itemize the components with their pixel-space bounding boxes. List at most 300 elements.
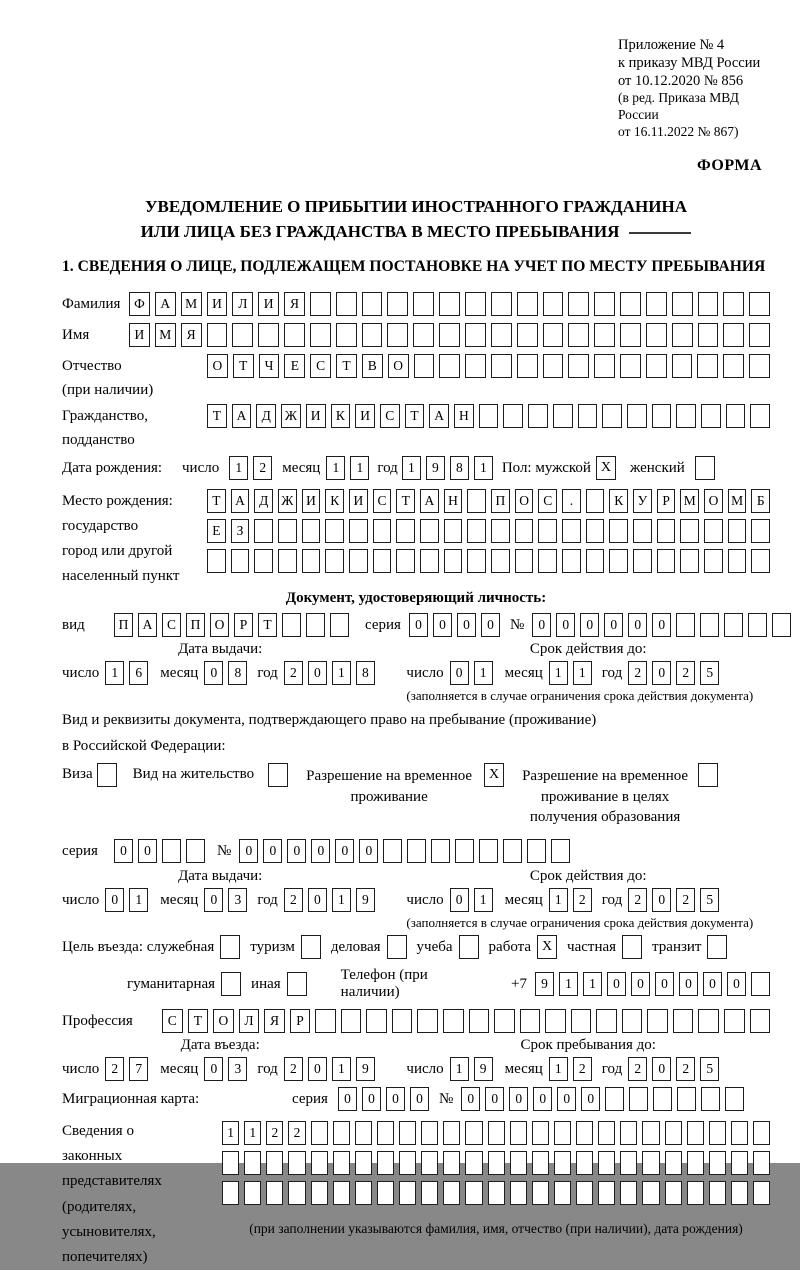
char-box[interactable]: 0 — [628, 613, 647, 637]
char-box[interactable] — [578, 404, 598, 428]
char-box[interactable] — [244, 1151, 261, 1175]
char-box[interactable] — [750, 404, 770, 428]
char-box[interactable]: Л — [239, 1009, 260, 1033]
char-box[interactable] — [254, 519, 273, 543]
char-box[interactable] — [576, 1151, 593, 1175]
char-box[interactable] — [399, 1151, 416, 1175]
char-box[interactable] — [254, 549, 273, 573]
char-box[interactable]: 0 — [652, 661, 671, 685]
char-box[interactable]: 2 — [676, 1057, 695, 1081]
char-box[interactable] — [753, 1181, 770, 1205]
char-box[interactable]: 1 — [105, 661, 124, 685]
char-box[interactable] — [465, 1121, 482, 1145]
char-box[interactable] — [676, 613, 695, 637]
char-box[interactable] — [594, 354, 615, 378]
name-input[interactable] — [129, 323, 770, 347]
char-box[interactable] — [325, 519, 344, 543]
char-box[interactable]: 2 — [284, 1057, 303, 1081]
doc-issue-month-input[interactable] — [204, 661, 247, 685]
char-box[interactable] — [709, 1151, 726, 1175]
char-box[interactable] — [377, 1181, 394, 1205]
char-box[interactable] — [751, 549, 770, 573]
char-box[interactable] — [672, 292, 693, 316]
char-box[interactable] — [207, 549, 226, 573]
char-box[interactable]: А — [429, 404, 449, 428]
char-box[interactable]: 2 — [253, 456, 272, 480]
char-box[interactable] — [728, 519, 747, 543]
char-box[interactable] — [362, 323, 383, 347]
char-box[interactable] — [543, 354, 564, 378]
char-box[interactable] — [336, 292, 357, 316]
char-box[interactable] — [439, 354, 460, 378]
char-box[interactable] — [336, 323, 357, 347]
char-box[interactable]: О — [515, 489, 534, 513]
char-box[interactable] — [494, 1009, 515, 1033]
char-box[interactable] — [642, 1181, 659, 1205]
char-box[interactable] — [750, 1009, 771, 1033]
char-box[interactable] — [288, 1151, 305, 1175]
purpose-transit-checkbox[interactable] — [707, 935, 727, 959]
char-box[interactable]: 8 — [450, 456, 469, 480]
char-box[interactable] — [383, 839, 402, 863]
char-box[interactable] — [731, 1151, 748, 1175]
char-box[interactable]: 0 — [556, 613, 575, 637]
char-box[interactable] — [698, 1009, 719, 1033]
char-box[interactable] — [491, 292, 512, 316]
char-box[interactable] — [278, 549, 297, 573]
char-box[interactable] — [687, 1151, 704, 1175]
char-box[interactable]: 0 — [204, 661, 223, 685]
char-box[interactable] — [620, 1151, 637, 1175]
char-box[interactable] — [568, 323, 589, 347]
char-box[interactable] — [753, 1121, 770, 1145]
char-box[interactable] — [772, 613, 791, 637]
char-box[interactable] — [646, 323, 667, 347]
char-box[interactable] — [620, 323, 641, 347]
char-box[interactable]: 1 — [129, 888, 148, 912]
char-box[interactable]: И — [302, 489, 321, 513]
char-box[interactable]: О — [213, 1009, 234, 1033]
char-box[interactable]: С — [162, 613, 181, 637]
char-box[interactable] — [731, 1121, 748, 1145]
char-box[interactable] — [333, 1181, 350, 1205]
char-box[interactable] — [673, 1009, 694, 1033]
permit-issue-day-input[interactable] — [105, 888, 148, 912]
char-box[interactable] — [414, 354, 435, 378]
char-box[interactable]: Д — [256, 404, 276, 428]
char-box[interactable]: 3 — [228, 888, 247, 912]
char-box[interactable] — [355, 1151, 372, 1175]
temp-residence-checkbox[interactable]: X — [484, 763, 504, 787]
char-box[interactable]: 2 — [628, 661, 647, 685]
char-box[interactable] — [620, 1121, 637, 1145]
char-box[interactable] — [488, 1121, 505, 1145]
doc-type-input[interactable] — [114, 613, 349, 637]
char-box[interactable]: 0 — [509, 1087, 528, 1111]
char-box[interactable] — [222, 1181, 239, 1205]
char-box[interactable]: 7 — [129, 1057, 148, 1081]
char-box[interactable]: 1 — [549, 661, 568, 685]
char-box[interactable]: 1 — [559, 972, 578, 996]
char-box[interactable] — [551, 839, 570, 863]
char-box[interactable] — [701, 1087, 720, 1111]
char-box[interactable] — [467, 519, 486, 543]
char-box[interactable] — [355, 1121, 372, 1145]
char-box[interactable] — [646, 354, 667, 378]
char-box[interactable] — [532, 1151, 549, 1175]
char-box[interactable]: 0 — [461, 1087, 480, 1111]
purpose-humanitarian-checkbox[interactable] — [221, 972, 241, 996]
purpose-official-checkbox[interactable] — [220, 935, 240, 959]
char-box[interactable] — [609, 519, 628, 543]
char-box[interactable] — [465, 1151, 482, 1175]
char-box[interactable]: 0 — [631, 972, 650, 996]
char-box[interactable] — [479, 404, 499, 428]
char-box[interactable] — [222, 1151, 239, 1175]
char-box[interactable] — [311, 1181, 328, 1205]
char-box[interactable]: П — [491, 489, 510, 513]
char-box[interactable] — [244, 1181, 261, 1205]
char-box[interactable]: 1 — [229, 456, 248, 480]
char-box[interactable]: 1 — [549, 888, 568, 912]
patronymic-input[interactable] — [207, 354, 770, 378]
char-box[interactable] — [709, 1181, 726, 1205]
char-box[interactable]: 1 — [583, 972, 602, 996]
char-box[interactable]: Т — [207, 404, 227, 428]
char-box[interactable]: А — [231, 489, 250, 513]
char-box[interactable] — [562, 549, 581, 573]
representatives-input-row3[interactable] — [222, 1181, 770, 1205]
char-box[interactable] — [325, 549, 344, 573]
char-box[interactable] — [553, 404, 573, 428]
char-box[interactable]: 9 — [426, 456, 445, 480]
char-box[interactable] — [431, 839, 450, 863]
char-box[interactable] — [207, 323, 228, 347]
char-box[interactable]: С — [310, 354, 331, 378]
purpose-business-checkbox[interactable] — [387, 935, 407, 959]
char-box[interactable] — [532, 1121, 549, 1145]
char-box[interactable]: 0 — [604, 613, 623, 637]
char-box[interactable] — [622, 1009, 643, 1033]
char-box[interactable] — [465, 323, 486, 347]
char-box[interactable]: И — [207, 292, 228, 316]
char-box[interactable] — [310, 323, 331, 347]
char-box[interactable] — [362, 292, 383, 316]
birth-year-input[interactable] — [402, 456, 493, 480]
char-box[interactable] — [467, 489, 486, 513]
phone-input[interactable] — [535, 972, 770, 996]
char-box[interactable] — [620, 292, 641, 316]
char-box[interactable] — [704, 549, 723, 573]
char-box[interactable] — [571, 1009, 592, 1033]
char-box[interactable]: М — [728, 489, 747, 513]
char-box[interactable] — [439, 323, 460, 347]
char-box[interactable]: Е — [207, 519, 226, 543]
char-box[interactable] — [698, 292, 719, 316]
char-box[interactable] — [258, 323, 279, 347]
char-box[interactable] — [751, 519, 770, 543]
char-box[interactable] — [723, 354, 744, 378]
visa-checkbox[interactable] — [97, 763, 117, 787]
char-box[interactable] — [503, 404, 523, 428]
char-box[interactable] — [266, 1151, 283, 1175]
char-box[interactable]: Д — [254, 489, 273, 513]
char-box[interactable]: О — [207, 354, 228, 378]
char-box[interactable] — [306, 613, 325, 637]
citizenship-input[interactable] — [207, 404, 770, 428]
char-box[interactable] — [605, 1087, 624, 1111]
char-box[interactable] — [728, 549, 747, 573]
char-box[interactable] — [749, 292, 770, 316]
char-box[interactable] — [627, 404, 647, 428]
char-box[interactable] — [421, 1151, 438, 1175]
char-box[interactable] — [469, 1009, 490, 1033]
char-box[interactable] — [465, 354, 486, 378]
char-box[interactable] — [517, 323, 538, 347]
char-box[interactable] — [465, 1181, 482, 1205]
char-box[interactable] — [510, 1151, 527, 1175]
purpose-tourism-checkbox[interactable] — [301, 935, 321, 959]
char-box[interactable] — [687, 1181, 704, 1205]
char-box[interactable]: Н — [444, 489, 463, 513]
char-box[interactable]: И — [306, 404, 326, 428]
char-box[interactable]: 0 — [581, 1087, 600, 1111]
char-box[interactable] — [341, 1009, 362, 1033]
char-box[interactable] — [545, 1009, 566, 1033]
char-box[interactable]: 0 — [409, 613, 428, 637]
char-box[interactable]: А — [138, 613, 157, 637]
char-box[interactable] — [503, 839, 522, 863]
char-box[interactable] — [620, 354, 641, 378]
char-box[interactable]: С — [380, 404, 400, 428]
char-box[interactable]: Р — [234, 613, 253, 637]
char-box[interactable] — [576, 1121, 593, 1145]
char-box[interactable]: 1 — [332, 661, 351, 685]
char-box[interactable]: А — [232, 404, 252, 428]
char-box[interactable] — [232, 323, 253, 347]
char-box[interactable] — [543, 292, 564, 316]
char-box[interactable]: 0 — [485, 1087, 504, 1111]
char-box[interactable]: 2 — [628, 888, 647, 912]
char-box[interactable]: Ж — [278, 489, 297, 513]
char-box[interactable]: 9 — [474, 1057, 493, 1081]
char-box[interactable] — [366, 1009, 387, 1033]
char-box[interactable] — [657, 549, 676, 573]
char-box[interactable]: П — [114, 613, 133, 637]
profession-input[interactable] — [162, 1009, 770, 1033]
char-box[interactable] — [355, 1181, 372, 1205]
char-box[interactable]: 0 — [410, 1087, 429, 1111]
char-box[interactable]: А — [155, 292, 176, 316]
char-box[interactable] — [676, 404, 696, 428]
char-box[interactable] — [282, 613, 301, 637]
char-box[interactable] — [532, 1181, 549, 1205]
char-box[interactable]: 2 — [573, 888, 592, 912]
char-box[interactable] — [749, 354, 770, 378]
permit-valid-day-input[interactable] — [450, 888, 493, 912]
char-box[interactable]: 9 — [535, 972, 554, 996]
char-box[interactable]: И — [129, 323, 150, 347]
stay-day-input[interactable] — [450, 1057, 493, 1081]
doc-issue-day-input[interactable] — [105, 661, 148, 685]
char-box[interactable]: 2 — [266, 1121, 283, 1145]
char-box[interactable] — [302, 549, 321, 573]
char-box[interactable] — [333, 1151, 350, 1175]
char-box[interactable] — [311, 1121, 328, 1145]
purpose-private-checkbox[interactable] — [622, 935, 642, 959]
char-box[interactable] — [520, 1009, 541, 1033]
char-box[interactable]: . — [562, 489, 581, 513]
char-box[interactable] — [697, 354, 718, 378]
char-box[interactable]: Т — [396, 489, 415, 513]
char-box[interactable] — [439, 292, 460, 316]
char-box[interactable] — [598, 1151, 615, 1175]
purpose-work-checkbox[interactable]: X — [537, 935, 557, 959]
char-box[interactable]: 0 — [607, 972, 626, 996]
char-box[interactable]: Т — [207, 489, 226, 513]
char-box[interactable] — [724, 1009, 745, 1033]
char-box[interactable] — [709, 1121, 726, 1145]
char-box[interactable]: А — [420, 489, 439, 513]
sex-female-checkbox[interactable] — [695, 456, 715, 480]
char-box[interactable] — [491, 519, 510, 543]
char-box[interactable] — [491, 549, 510, 573]
doc-valid-year-input[interactable] — [628, 661, 719, 685]
char-box[interactable]: 0 — [580, 613, 599, 637]
char-box[interactable] — [748, 613, 767, 637]
char-box[interactable] — [162, 839, 181, 863]
char-box[interactable]: Р — [657, 489, 676, 513]
char-box[interactable] — [311, 1151, 328, 1175]
char-box[interactable] — [680, 549, 699, 573]
char-box[interactable] — [665, 1151, 682, 1175]
char-box[interactable] — [413, 292, 434, 316]
char-box[interactable]: 2 — [676, 661, 695, 685]
char-box[interactable] — [652, 404, 672, 428]
char-box[interactable]: 1 — [326, 456, 345, 480]
char-box[interactable] — [349, 519, 368, 543]
char-box[interactable] — [444, 519, 463, 543]
char-box[interactable] — [665, 1181, 682, 1205]
char-box[interactable] — [586, 519, 605, 543]
char-box[interactable]: 1 — [474, 661, 493, 685]
char-box[interactable] — [538, 519, 557, 543]
char-box[interactable] — [231, 549, 250, 573]
char-box[interactable]: 9 — [356, 1057, 375, 1081]
char-box[interactable]: Т — [188, 1009, 209, 1033]
char-box[interactable]: 0 — [308, 888, 327, 912]
char-box[interactable] — [680, 519, 699, 543]
char-box[interactable] — [726, 404, 746, 428]
char-box[interactable] — [443, 1121, 460, 1145]
char-box[interactable]: 0 — [652, 888, 671, 912]
entry-month-input[interactable] — [204, 1057, 247, 1081]
char-box[interactable]: 0 — [652, 1057, 671, 1081]
char-box[interactable] — [653, 1087, 672, 1111]
char-box[interactable] — [724, 613, 743, 637]
char-box[interactable] — [598, 1181, 615, 1205]
permit-number-input[interactable] — [239, 839, 570, 863]
permit-issue-year-input[interactable] — [284, 888, 375, 912]
char-box[interactable]: М — [155, 323, 176, 347]
char-box[interactable] — [646, 292, 667, 316]
char-box[interactable]: 0 — [703, 972, 722, 996]
char-box[interactable]: 1 — [222, 1121, 239, 1145]
char-box[interactable] — [491, 323, 512, 347]
char-box[interactable] — [417, 1009, 438, 1033]
char-box[interactable]: Я — [264, 1009, 285, 1033]
char-box[interactable] — [373, 549, 392, 573]
char-box[interactable] — [420, 519, 439, 543]
char-box[interactable] — [266, 1181, 283, 1205]
char-box[interactable]: К — [325, 489, 344, 513]
char-box[interactable]: О — [388, 354, 409, 378]
char-box[interactable] — [672, 354, 693, 378]
char-box[interactable] — [399, 1181, 416, 1205]
char-box[interactable]: 1 — [244, 1121, 261, 1145]
char-box[interactable]: 1 — [332, 1057, 351, 1081]
char-box[interactable] — [349, 549, 368, 573]
char-box[interactable] — [310, 292, 331, 316]
char-box[interactable]: 0 — [557, 1087, 576, 1111]
char-box[interactable] — [443, 1009, 464, 1033]
char-box[interactable]: Т — [233, 354, 254, 378]
char-box[interactable] — [731, 1181, 748, 1205]
entry-day-input[interactable] — [105, 1057, 148, 1081]
char-box[interactable] — [377, 1121, 394, 1145]
char-box[interactable]: Ф — [129, 292, 150, 316]
char-box[interactable]: 2 — [288, 1121, 305, 1145]
char-box[interactable] — [421, 1121, 438, 1145]
char-box[interactable] — [543, 323, 564, 347]
char-box[interactable] — [488, 1181, 505, 1205]
char-box[interactable] — [377, 1151, 394, 1175]
char-box[interactable]: 1 — [450, 1057, 469, 1081]
stay-year-input[interactable] — [628, 1057, 719, 1081]
char-box[interactable]: С — [538, 489, 557, 513]
representatives-input-row1[interactable] — [222, 1121, 770, 1145]
char-box[interactable] — [633, 519, 652, 543]
char-box[interactable] — [596, 1009, 617, 1033]
char-box[interactable]: 3 — [228, 1057, 247, 1081]
char-box[interactable]: 0 — [338, 1087, 357, 1111]
char-box[interactable]: 1 — [549, 1057, 568, 1081]
char-box[interactable] — [751, 972, 770, 996]
char-box[interactable] — [554, 1151, 571, 1175]
char-box[interactable]: П — [186, 613, 205, 637]
char-box[interactable]: 1 — [474, 888, 493, 912]
migration-number-input[interactable] — [461, 1087, 744, 1111]
char-box[interactable] — [421, 1181, 438, 1205]
char-box[interactable] — [701, 404, 721, 428]
char-box[interactable]: Т — [336, 354, 357, 378]
char-box[interactable]: 8 — [228, 661, 247, 685]
char-box[interactable] — [609, 549, 628, 573]
char-box[interactable] — [517, 292, 538, 316]
char-box[interactable] — [723, 292, 744, 316]
char-box[interactable] — [528, 404, 548, 428]
char-box[interactable] — [538, 549, 557, 573]
char-box[interactable]: 0 — [308, 661, 327, 685]
char-box[interactable]: 0 — [311, 839, 330, 863]
char-box[interactable]: О — [704, 489, 723, 513]
char-box[interactable]: Я — [284, 292, 305, 316]
char-box[interactable]: 2 — [573, 1057, 592, 1081]
char-box[interactable] — [562, 519, 581, 543]
char-box[interactable] — [407, 839, 426, 863]
char-box[interactable] — [413, 323, 434, 347]
char-box[interactable]: 0 — [204, 888, 223, 912]
